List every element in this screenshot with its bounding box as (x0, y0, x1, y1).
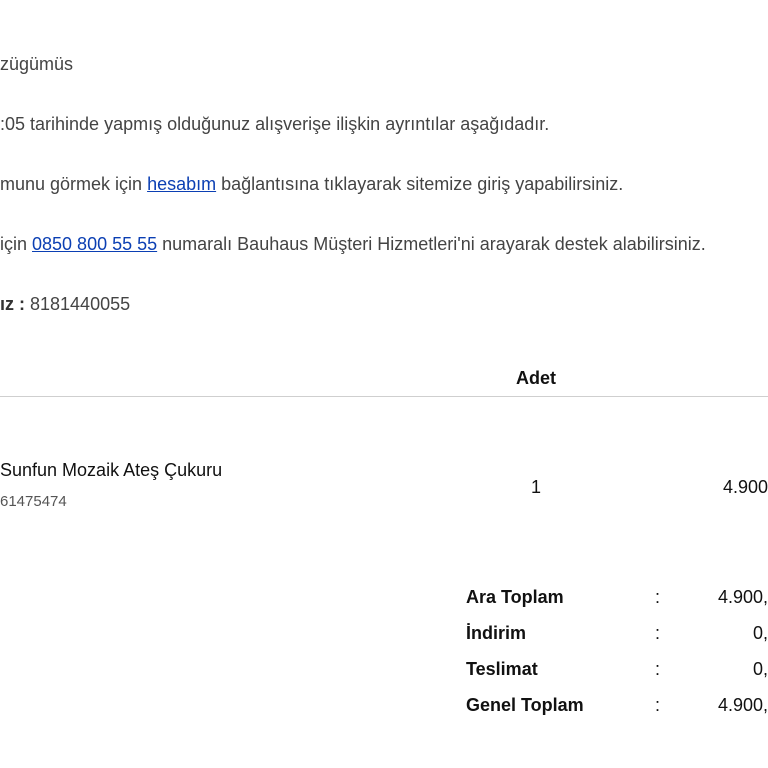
order-number-line (0, 293, 130, 315)
support-phone-link[interactable]: 0850 800 55 55 (32, 234, 158, 254)
grand-total-label: Genel Toplam (466, 695, 584, 715)
product-price: 4.900 (722, 477, 768, 497)
grand-total-separator: : (655, 695, 661, 715)
discount-separator: : (655, 623, 661, 643)
table-header (0, 368, 768, 397)
quantity-column-header: Adet (516, 368, 556, 388)
shipping-separator: : (655, 659, 661, 679)
product-quantity: 1 (530, 477, 541, 497)
order-info-text: :05 tarihinde yapmış olduğunuz alışverişe ilişkin ayrıntılar aşağıdadır. (0, 114, 550, 134)
shipping-label: Teslimat (466, 659, 538, 679)
account-info-text (0, 173, 623, 195)
account-link[interactable]: hesabım (147, 174, 217, 194)
order-number-label: ız : (0, 294, 25, 314)
product-name: Sunfun Mozaik Ateş Çukuru (0, 460, 223, 480)
order-number-value: 8181440055 (25, 294, 131, 314)
support-info-suffix: numaralı Bauhaus Müşteri Hizmetleri'ni arayarak destek alabilirsiniz. (157, 234, 706, 254)
discount-value: 0, (752, 623, 768, 643)
greeting-text: zügümüs (0, 54, 74, 74)
support-info-text (0, 233, 706, 255)
account-info-prefix: munu görmek için (0, 174, 148, 194)
account-info-suffix: bağlantısına tıklayarak sitemize giriş yapabilirsiniz. (216, 174, 624, 194)
support-info-prefix: için (0, 234, 33, 254)
subtotal-value: 4.900, (717, 587, 768, 607)
subtotal-label: Ara Toplam (466, 587, 564, 607)
product-code: 61475474 (0, 493, 67, 510)
grand-total-value: 4.900, (717, 695, 768, 715)
subtotal-separator: : (655, 587, 661, 607)
discount-label: İndirim (466, 623, 527, 643)
shipping-value: 0, (752, 659, 768, 679)
